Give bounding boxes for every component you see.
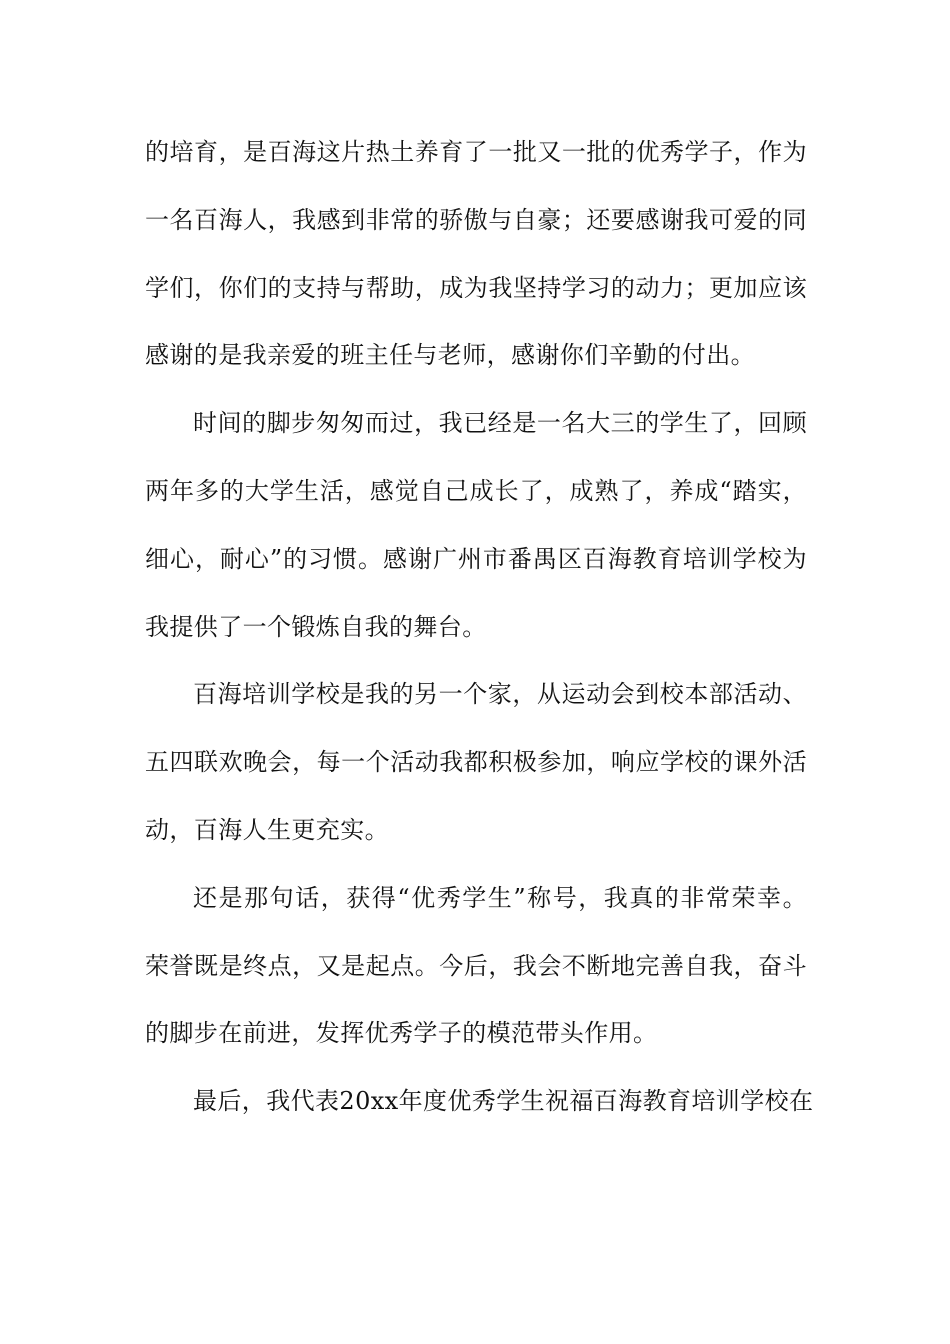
document-body xyxy=(145,122,814,1139)
paragraph-start-line: 最后，我代表20xx年度优秀学生祝福百海教育培训学校在 xyxy=(193,1087,814,1116)
text-line: 的培育，是百海这片热土养育了一批又一批的优秀学子，作为 xyxy=(145,138,807,166)
paragraph-start-line: 百海培训学校是我的另一个家，从运动会到校本部活动、 xyxy=(193,680,807,709)
text-line: 的脚步在前进，发挥优秀学子的模范带头作用。 xyxy=(145,1019,658,1048)
text-line: 荣誉既是终点，又是起点。今后，我会不断地完善自我，奋斗 xyxy=(145,951,807,980)
text-line: 学们，你们的支持与帮助，成为我坚持学习的动力；更加应该 xyxy=(145,273,807,302)
text-line: 细心，耐心”的习惯。感谢广州市番禺区百海教育培训学校为 xyxy=(145,544,807,573)
paragraph-start-line: 还是那句话，获得“优秀学生”称号，我真的非常荣幸。 xyxy=(193,883,807,912)
paragraph-start-line: 时间的脚步匆匆而过，我已经是一名大三的学生了，回顾 xyxy=(193,409,807,438)
text-line: 五四联欢晚会，每一个活动我都积极参加，响应学校的课外活 xyxy=(145,748,807,777)
text-line: 动，百海人生更充实。 xyxy=(145,815,389,844)
text-line: 两年多的大学生活，感觉自己成长了，成熟了，养成“踏实， xyxy=(145,476,807,505)
text-line: 感谢的是我亲爱的班主任与老师，感谢你们辛勤的付出。 xyxy=(145,341,755,370)
text-line: 一名百海人，我感到非常的骄傲与自豪；还要感谢我可爱的同 xyxy=(145,205,807,234)
text-line: 我提供了一个锻炼自我的舞台。 xyxy=(145,612,487,641)
